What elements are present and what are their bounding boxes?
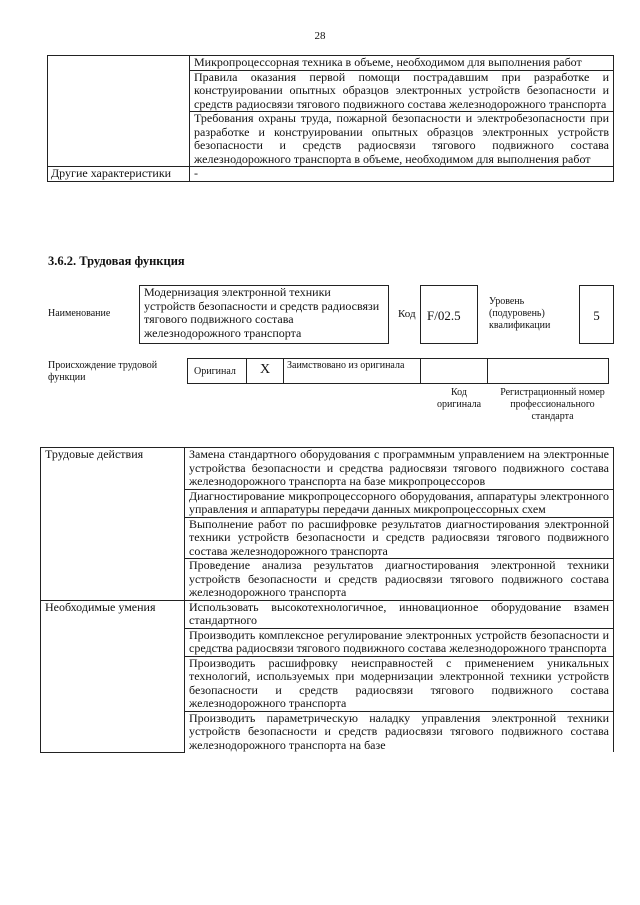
- group-label: Трудовые действия: [41, 448, 185, 601]
- table-cell-text: Производить параметрическую наладку управления электронной техники устройств безопасности и средств радиосвязи тягового подвижного состава железнодорожного транспорта на базе: [185, 711, 614, 752]
- table-cell-text: Диагностирование микропроцессорного оборудования, аппаратуры электронного управления и аппаратуры передачи данных микропроцессорных схем: [185, 489, 614, 517]
- group-label: Необходимые умения: [41, 600, 185, 752]
- table-cell-text: Выполнение работ по расшифровке результатов диагностирования электронной техники устройств безопасности и средств радиосвязи тягового подвижного состава железнодорожного транспорта: [185, 517, 614, 559]
- level-box: 5: [579, 285, 614, 344]
- borrowed-label: Заимствовано из оригинала: [283, 358, 421, 384]
- table-row: [48, 167, 614, 182]
- reg-number-cell: [487, 358, 609, 384]
- table-cell-text: Требования охраны труда, пожарной безопасности и электробезопасности при разработке и конструировании опытных образцов электронных устройств безопасности и средств радиосвязи тягового подвижного состава железнодорожного транспорта в объеме, необходимом для выполнения работ: [190, 112, 614, 167]
- table-cell-text: Использовать высокотехнологичное, инновационное оборудование взамен стандартного: [185, 600, 614, 628]
- function-code-box: F/02.5: [420, 285, 478, 344]
- table-cell-label: Другие характеристики: [48, 167, 190, 182]
- level-label: Уровень (подуровень) квалификации: [489, 296, 551, 331]
- origin-row: [188, 358, 609, 384]
- table-cell-text: Производить расшифровку неисправностей с применением уникальных технологий, используемых при модернизации электронной техники устройств безопасности и средств радиосвязи тягового подвижного состава железнодорожного транспорта: [185, 656, 614, 711]
- original-label: Оригинал: [187, 358, 247, 384]
- page-number: 28: [314, 30, 326, 42]
- code-label: Код: [398, 308, 416, 320]
- origin-label: Происхождение трудовой функции: [48, 360, 158, 383]
- top-table: [47, 55, 614, 182]
- table-cell-text: Правила оказания первой помощи пострадавшим при разработке и конструировании опытных образцов электронных устройств безопасности и средств радиосвязи тягового подвижного состава железнодорожного транспорта: [190, 70, 614, 112]
- table-cell-text: -: [190, 167, 614, 182]
- function-name-box: Модернизация электронной техники устройств безопасности и средств радиосвязи тягового подвижного состава железнодорожного транспорта: [139, 285, 389, 344]
- table-cell-text: Микропроцессорная техника в объеме, необходимом для выполнения работ: [190, 56, 614, 71]
- table-cell-text: Замена стандартного оборудования с программным управлением на электронные устройства безопасности и средства радиосвязи тягового подвижного состава железнодорожного транспорта на базе микропроцессоров: [185, 448, 614, 490]
- reg-number-caption: Регистрационный номер профессионального стандарта: [500, 387, 605, 422]
- original-mark: X: [246, 358, 284, 384]
- main-table: [40, 447, 614, 753]
- code-original-cell: [420, 358, 488, 384]
- table-row: [48, 56, 614, 71]
- table-row: [41, 448, 614, 490]
- table-row: [41, 600, 614, 628]
- section-title: 3.6.2. Трудовая функция: [48, 254, 185, 268]
- table-cell-text: Проведение анализа результатов диагностирования электронной техники устройств безопасности и средств радиосвязи тягового подвижного состава железнодорожного транспорта: [185, 559, 614, 601]
- table-cell-text: Производить комплексное регулирование электронных устройств безопасности и средства радиосвязи тягового подвижного состава железнодорожного транспорта: [185, 628, 614, 656]
- table-cell-label: [48, 56, 190, 167]
- code-original-caption: Код оригинала: [436, 387, 482, 410]
- name-label: Наименование: [48, 308, 111, 319]
